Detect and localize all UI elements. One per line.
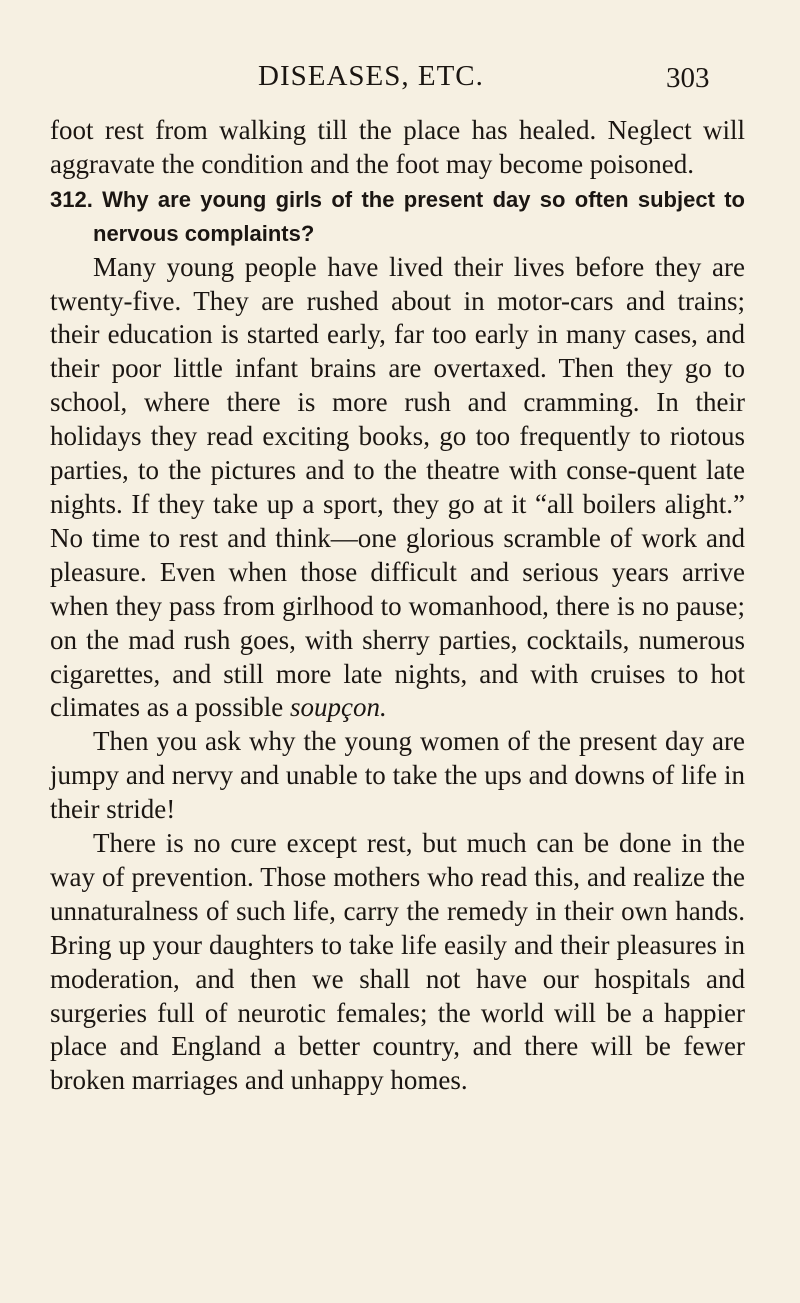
- body-text: [50, 114, 745, 1098]
- answer-paragraph-1-text: Many young people have lived their lives before they are twenty-five. They are rushed about in motor-cars and trains; their education is started early, far too early in many cases, and their poor little infant brains are overtaxed. Then they go to school, where there is more rush and cramming. In their holidays they read exciting books, go too frequently to riotous parties, to the pictures and to the theatre with conse-quent late nights. If they take up a sport, they go at it “all boilers alight.” No time to rest and think—one glorious scramble of work and pleasure. Even when those difficult and serious years arrive when they pass from girlhood to womanhood, there is no pause; on the mad rush goes, with sherry parties, cocktails, numerous cigarettes, and still more late nights, and with cruises to hot climates as a possible: [50, 251, 745, 723]
- paragraph-continuation: foot rest from walking till the place has healed. Neglect will aggravate the condition and the foot may become poisoned.: [50, 115, 745, 179]
- question-number: 312.: [50, 186, 93, 212]
- running-head: DISEASES, ETC.: [258, 60, 484, 92]
- question-heading: [50, 183, 745, 251]
- answer-paragraph-2: Then you ask why the young women of the present day are jumpy and nervy and unable to take the ups and downs of life in their stride!: [50, 726, 745, 825]
- answer-paragraph-3: There is no cure except rest, but much can be done in the way of prevention. Those mothers who read this, and realize the unnaturalness of such life, carry the remedy in their own hands. Bring up your daughters to take life easily and their pleasures in moderation, and then we shall not have our hospitals and surgeries full of neurotic females; the world will be a happier place and England a better country, and there will be fewer broken marriages and unhappy homes.: [50, 828, 745, 1096]
- italic-word: soupçon.: [289, 692, 387, 723]
- question-text: Why are young girls of the present day so often subject to nervous complaints?: [93, 186, 745, 246]
- answer-paragraph-1: [50, 251, 745, 726]
- page-number: 303: [666, 62, 710, 94]
